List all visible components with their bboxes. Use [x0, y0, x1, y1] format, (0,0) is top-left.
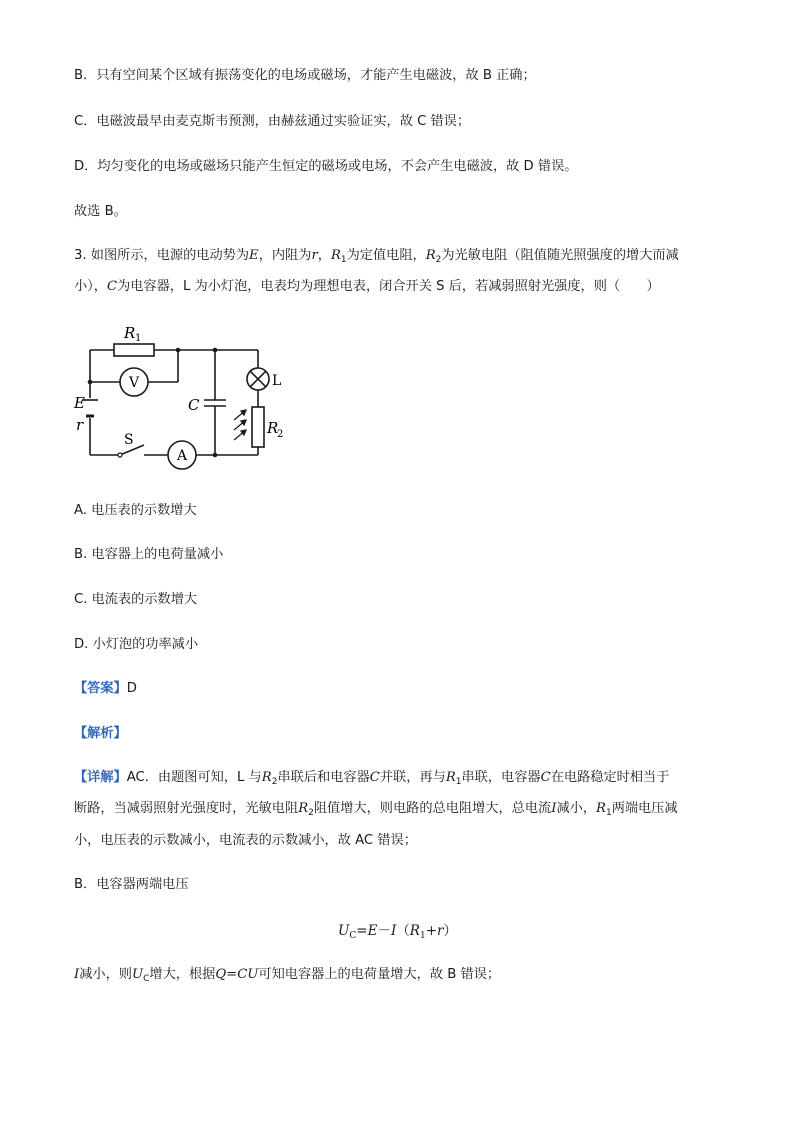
analysis-tag: 【解析】: [74, 726, 127, 741]
label-r1-sub: 1: [135, 333, 142, 344]
option-d: D. 小灯泡的功率减小: [74, 637, 199, 652]
prev-option-b: B．只有空间某个区域有振荡变化的电场或磁场，才能产生电磁波，故 B 正确；: [74, 68, 536, 83]
label-l: L: [272, 373, 282, 389]
label-e: E: [74, 394, 85, 412]
answer-value: D: [126, 681, 137, 696]
question-line-1: 3. 如图所示，电源的电动势为E，内阻为r，$R_1$为定值电阻，$R_2$为光敏电阻（阻值随光照强度的增大而减: [74, 248, 679, 265]
prev-conclusion: 故选 B。: [74, 204, 127, 219]
analysis-line: [74, 725, 127, 743]
detail-line-3: 小，电压表的示数减小，电流表的示数减小，故 AC 错误；: [74, 833, 417, 848]
prev-option-c: C．电磁波最早由麦克斯韦预测，由赫兹通过实验证实，故 C 错误；: [74, 114, 471, 129]
label-r1: R: [124, 324, 136, 342]
detail-b-intro: B．电容器两端电压: [74, 877, 189, 892]
detail-tag: 【详解】: [74, 770, 127, 785]
answer-tag: 【答案】: [74, 681, 127, 696]
question-number: 3.: [74, 248, 87, 263]
option-a: A. 电压表的示数增大: [74, 503, 197, 518]
resistor-r1: [114, 344, 154, 356]
answer-line: [74, 680, 137, 698]
lamp-symbol: [247, 368, 269, 390]
circuit-diagram: [70, 320, 290, 480]
question-line-2: 小），C为电容器，L 为小灯泡，电表均为理想电表，闭合开关 S 后，若减弱照射光强度，则（ ）: [74, 279, 660, 294]
label-a: A: [176, 448, 188, 464]
detail-last-line: I减小，则$U_C$增大，根据Q=CU可知电容器上的电荷量增大，故 B 错误；: [74, 967, 501, 984]
label-r: r: [76, 416, 84, 434]
option-c: C. 电流表的示数增大: [74, 592, 198, 607]
option-b: B. 电容器上的电荷量减小: [74, 547, 224, 562]
label-r2: R: [267, 419, 279, 437]
photoresistor-r2: [252, 407, 264, 447]
label-v: V: [128, 375, 140, 391]
label-r2-sub: 2: [277, 429, 284, 440]
label-s: S: [124, 432, 134, 448]
prev-option-d: D．均匀变化的电场或磁场只能产生恒定的磁场或电场，不会产生电磁波，故 D 错误。: [74, 159, 578, 174]
detail-line-1: 【详解】AC．由题图可知，L 与$R_2$串联后和电容器C并联，再与$R_1$串联，电容器C在电路稳定时相当于: [74, 770, 670, 787]
label-c: C: [188, 396, 200, 414]
light-arrows-icon: [234, 410, 246, 440]
detail-line-2: 断路，当减弱照射光强度时，光敏电阻$R_2$阻值增大，则电路的总电阻增大，总电流I减小，$R_1$两端电压减: [74, 801, 678, 818]
capacitor-voltage-formula: $U_C=E-I(R_1+r)$: [338, 923, 457, 941]
